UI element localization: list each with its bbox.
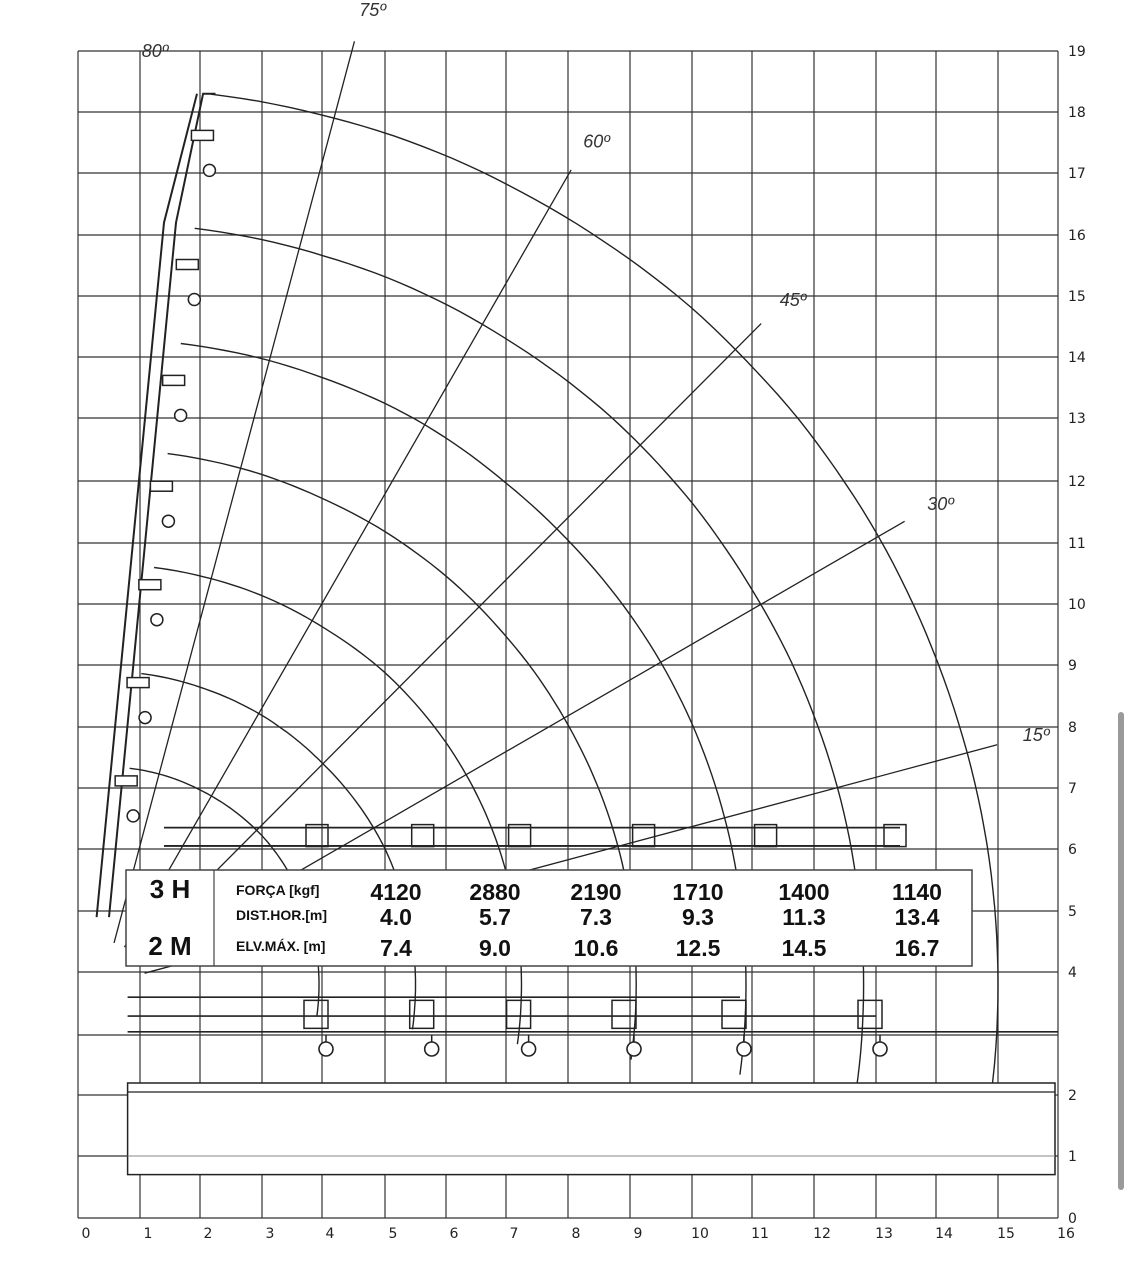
y-tick-label: 5 (1068, 904, 1077, 920)
table-cell: 4120 (370, 879, 422, 905)
y-tick-label: 12 (1068, 474, 1086, 490)
angle-label: 15º (1022, 724, 1050, 745)
hook-circle (203, 164, 215, 176)
y-tick-label: 0 (1068, 1211, 1077, 1227)
boom-horizontal-top (164, 828, 900, 846)
angle-label: 80º (141, 41, 169, 62)
table-cell: 7.3 (580, 904, 612, 930)
y-tick-label: 15 (1068, 289, 1086, 305)
table-cell: 9.3 (682, 904, 714, 930)
x-tick-label: 11 (751, 1226, 769, 1242)
x-tick-label: 15 (997, 1226, 1015, 1242)
boom-section-joint (115, 776, 137, 786)
y-tick-label: 17 (1068, 166, 1086, 182)
y-tick-label: 7 (1068, 781, 1077, 797)
angle-label: 30º (927, 493, 954, 514)
table-cell: 4.0 (380, 904, 412, 930)
y-tick-label: 14 (1068, 350, 1086, 366)
x-tick-label: 9 (633, 1226, 643, 1242)
x-tick-label: 1 (143, 1226, 153, 1242)
x-tick-label: 14 (935, 1226, 953, 1242)
table-cell: 11.3 (782, 904, 826, 930)
table-cell: 1400 (778, 879, 830, 905)
y-tick-label: 11 (1068, 536, 1086, 552)
angle-label: 75º (359, 0, 386, 20)
boom-section-joint (858, 1000, 882, 1028)
x-tick-label: 4 (325, 1226, 335, 1242)
hook-circle (522, 1042, 536, 1056)
boom-section-joint (612, 1000, 636, 1028)
boom-section-joint (191, 130, 213, 140)
y-tick-label: 6 (1068, 842, 1077, 858)
hook-circle (737, 1042, 751, 1056)
grid (78, 51, 1058, 1218)
table-cell: 2880 (469, 879, 521, 905)
table-row-label: ELV.MÁX. [m] (236, 938, 326, 954)
hook-circle (139, 712, 151, 724)
y-tick-label: 10 (1068, 597, 1086, 613)
hook-circle (425, 1042, 439, 1056)
reach-arc (168, 454, 637, 1060)
table-cell: 7.4 (380, 935, 412, 961)
angle-ray (125, 170, 572, 947)
truck-body (128, 1083, 1055, 1175)
table-title-bottom: 2 M (148, 931, 192, 961)
table-row-label: DIST.HOR.[m] (236, 907, 327, 923)
y-tick-label: 9 (1068, 658, 1077, 674)
load-table (126, 870, 972, 966)
boom-section-joint (127, 678, 149, 688)
y-tick-label: 18 (1068, 105, 1086, 121)
y-tick-label: 16 (1068, 228, 1086, 244)
x-tick-label: 8 (571, 1226, 581, 1242)
hook-circle (319, 1042, 333, 1056)
table-row-label: FORÇA [kgf] (236, 882, 320, 898)
boom-section-joint (722, 1000, 746, 1028)
x-tick-label: 2 (203, 1226, 213, 1242)
y-tick-label: 4 (1068, 965, 1077, 981)
reach-arc (154, 568, 521, 1045)
hook-circle (873, 1042, 887, 1056)
hook-circle (151, 614, 163, 626)
boom-horizontal-bottom (128, 997, 1058, 1032)
table-cell: 1710 (672, 879, 724, 905)
angle-label: 60º (583, 131, 610, 152)
x-tick-label: 6 (449, 1226, 459, 1242)
hook-circle (627, 1042, 641, 1056)
hook-circle (127, 810, 139, 822)
table-cell: 1140 (892, 879, 942, 905)
x-tick-label: 7 (509, 1226, 519, 1242)
hook-circle (188, 294, 200, 306)
table-cell: 2190 (570, 879, 622, 905)
scrollbar[interactable] (1118, 712, 1124, 1190)
table-cell: 16.7 (894, 935, 940, 961)
y-tick-label: 8 (1068, 720, 1077, 736)
x-tick-label: 5 (388, 1226, 398, 1242)
boom-section-joint (507, 1000, 531, 1028)
table-cell: 5.7 (479, 904, 511, 930)
table-cell: 13.4 (894, 904, 940, 930)
y-tick-label: 13 (1068, 411, 1086, 427)
boom-section-joint (176, 260, 198, 270)
hook-circle (162, 515, 174, 527)
table-cell: 12.5 (675, 935, 721, 961)
x-tick-label: 10 (691, 1226, 709, 1242)
x-tick-label: 0 (81, 1226, 91, 1242)
angle-label: 45º (779, 290, 807, 311)
table-title-top: 3 H (149, 874, 191, 904)
axis-ticks (82, 44, 1086, 1242)
boom-80-outline (97, 94, 197, 917)
hook-circle (175, 409, 187, 421)
boom-section-joint (139, 580, 161, 590)
x-tick-label: 3 (265, 1226, 275, 1242)
y-tick-label: 1 (1068, 1149, 1077, 1165)
table-cell: 14.5 (781, 935, 827, 961)
boom-section-joint (150, 481, 172, 491)
boom-section-joint (304, 1000, 328, 1028)
truck-bed (128, 1083, 1055, 1175)
x-tick-label: 16 (1057, 1226, 1075, 1242)
y-tick-label: 19 (1068, 44, 1086, 60)
y-tick-label: 2 (1068, 1088, 1077, 1104)
x-tick-label: 13 (875, 1226, 893, 1242)
table-cell: 9.0 (479, 935, 511, 961)
x-tick-label: 12 (813, 1226, 831, 1242)
table-cell: 10.6 (573, 935, 619, 961)
boom-section-joint (163, 375, 185, 385)
